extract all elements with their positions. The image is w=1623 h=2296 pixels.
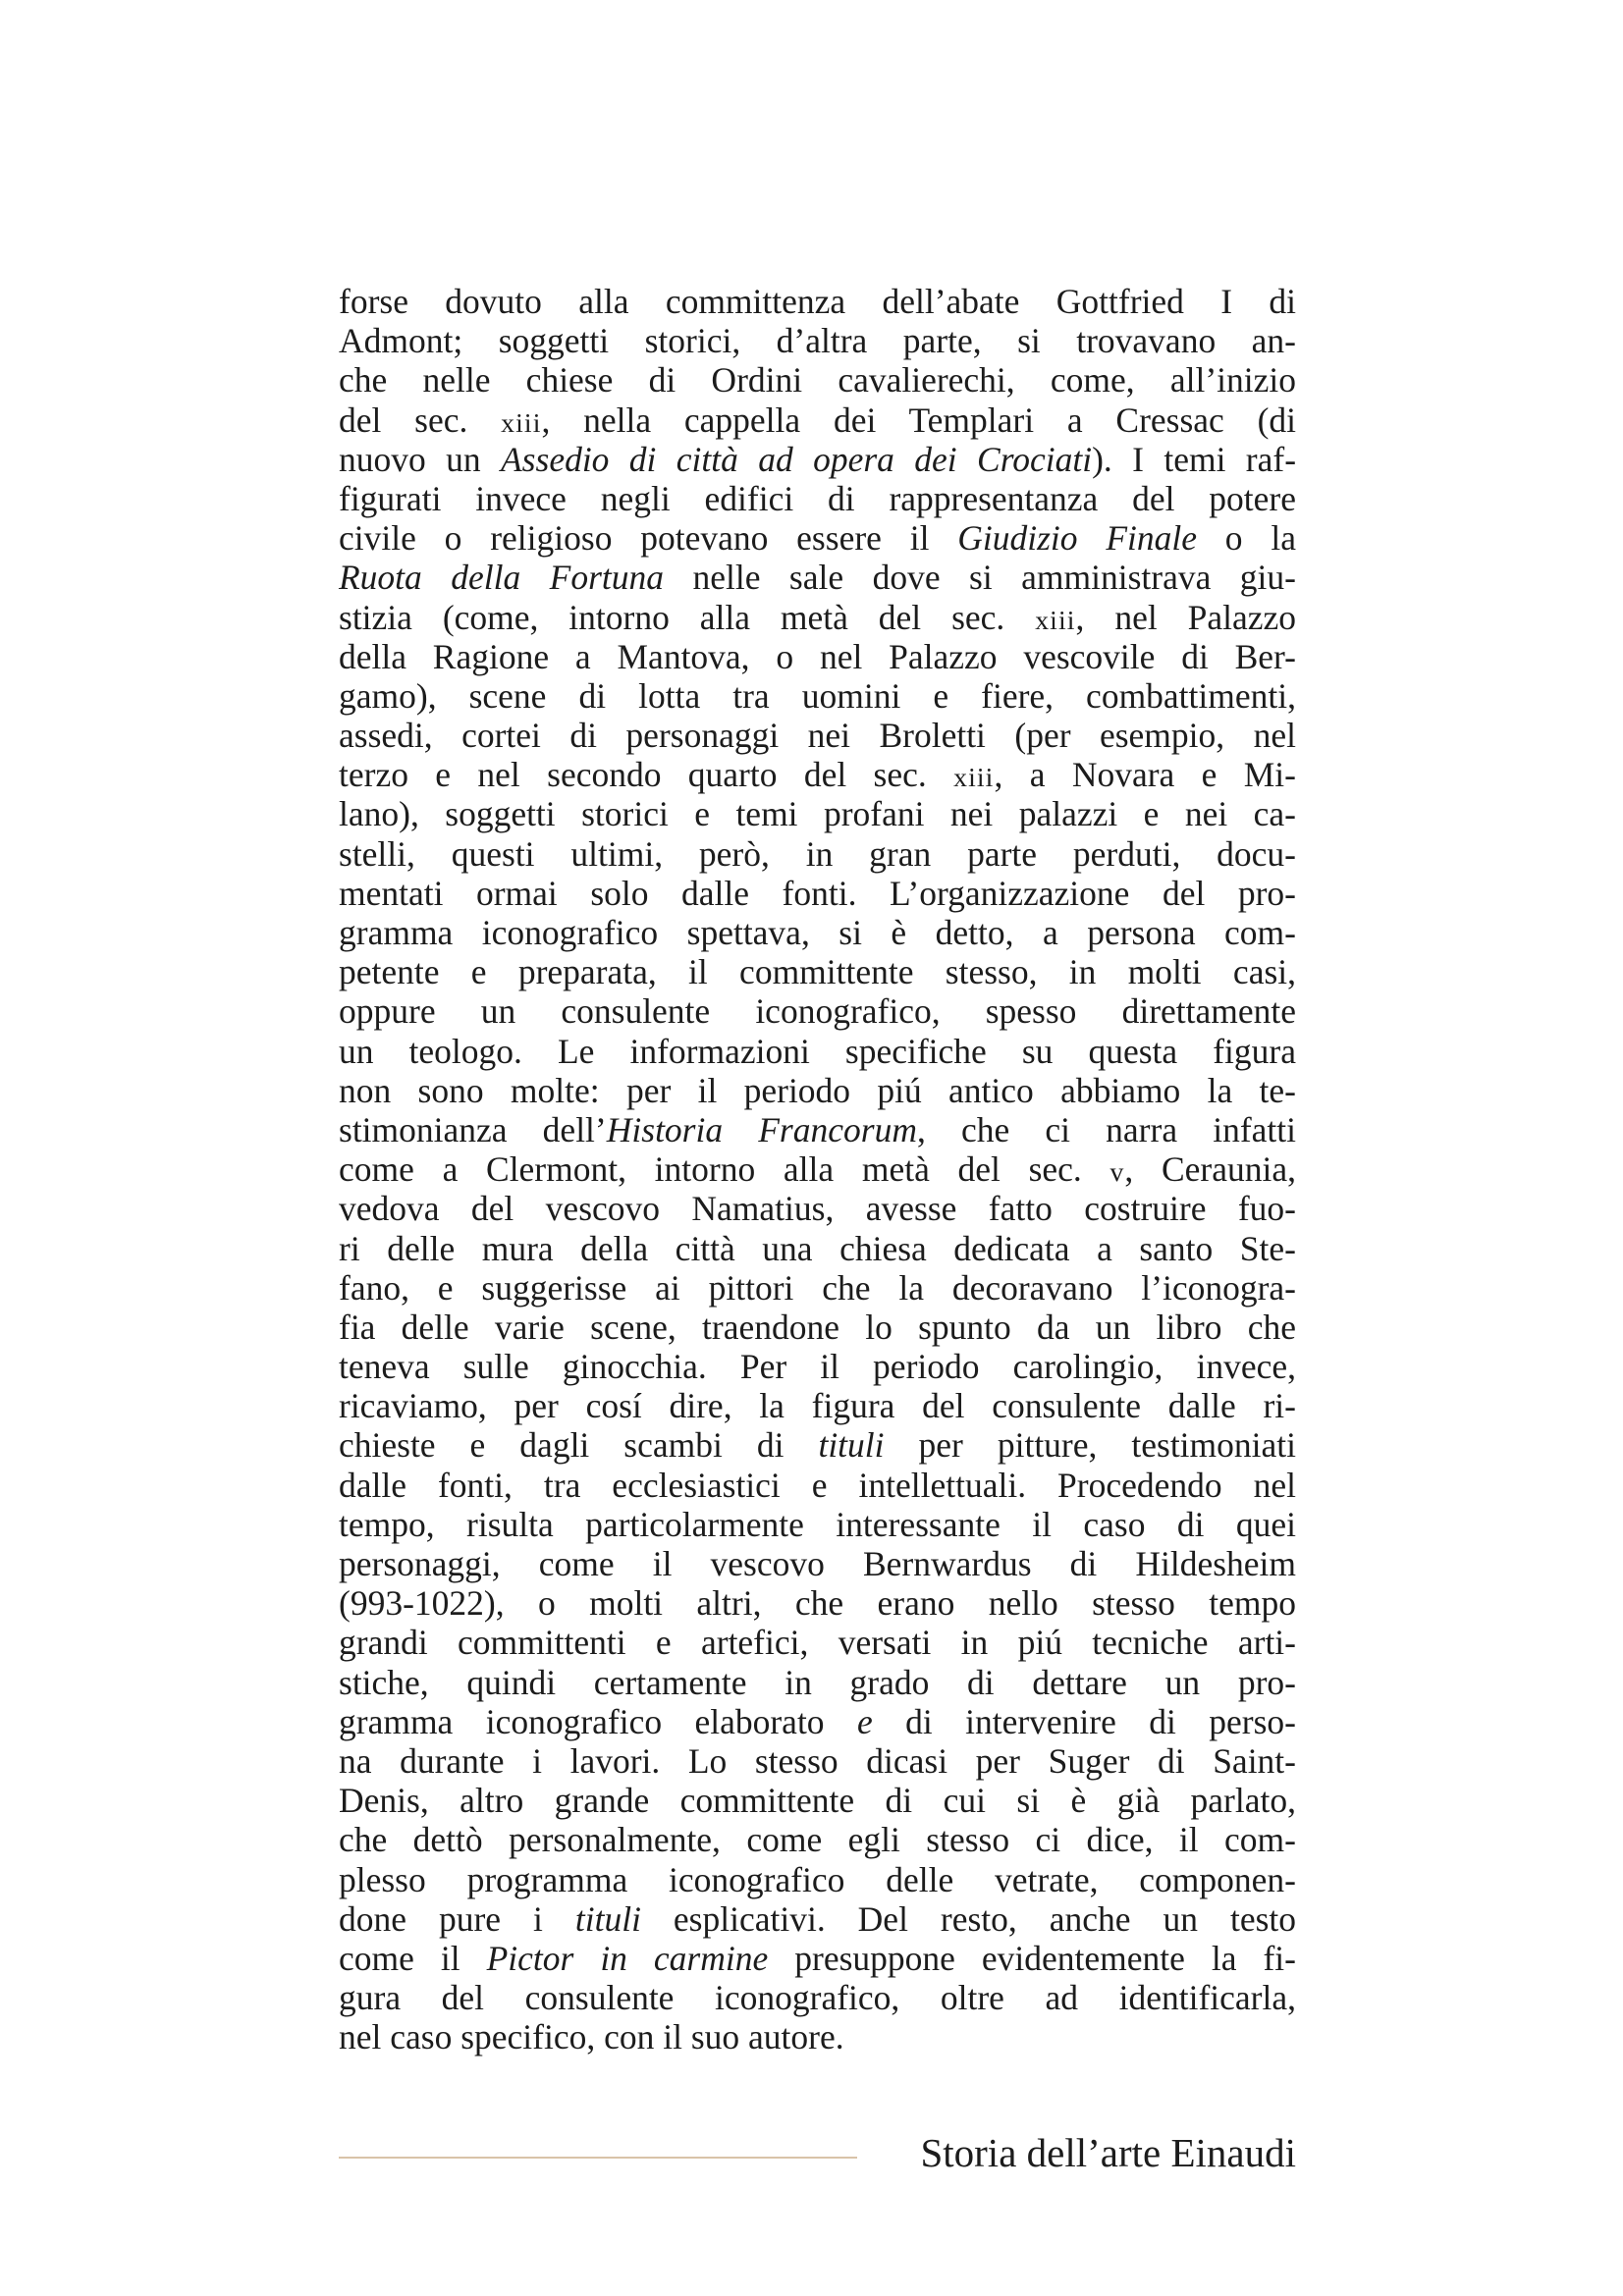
text-segment: fia delle varie scene, traendone lo spunto da un libro che [339,1307,1296,1347]
text-segment: stiche, quindi certamente in grado di dettare un pro- [339,1662,1296,1702]
text-segment: personaggi, come il vescovo Bernwardus di Hildesheim [339,1544,1296,1583]
text-segment: teneva sulle ginocchia. Per il periodo carolingio, invece, [339,1347,1296,1387]
text-segment: un teologo. Le informazioni specifiche su questa figura [339,1031,1296,1071]
roman-numeral: xiii [1035,604,1076,635]
text-segment: mentati ormai solo dalle fonti. L’organizzazione del pro- [339,873,1296,913]
text-line [339,1425,1296,1465]
text-segment: chieste e dagli scambi di [339,1425,819,1466]
footer-rule [339,2157,857,2159]
text-segment: o la [1197,518,1296,559]
text-segment: , che ci narra infatti [916,1109,1296,1149]
text-line [339,400,1296,440]
text-segment: gamo), scene di lotta tra uomini e fiere, combattimenti, [339,675,1296,716]
text-segment: che dettò personalmente, come egli stesso ci dice, il com- [339,1820,1296,1860]
body-text [339,282,1296,2056]
text-line [339,913,1296,952]
text-line [339,1978,1296,2017]
text-line [339,1268,1296,1308]
text-segment: Admont; soggetti storici, d’altra parte, si trovavano an- [339,321,1296,361]
text-line [339,321,1296,360]
text-segment: , a Novara e Mi- [994,755,1296,795]
text-line [339,1939,1296,1978]
italic-title: Historia Francorum [606,1109,917,1149]
italic-title: tituli [818,1425,885,1466]
text-line [339,1229,1296,1268]
text-line [339,755,1296,794]
text-segment: nelle sale dove si amministrava giu- [664,558,1296,598]
text-segment: dalle fonti, tra ecclesiastici e intellettuali. Procedendo nel [339,1465,1296,1505]
text-segment: ri delle mura della città una chiesa dedicata a santo Ste- [339,1228,1296,1268]
text-segment: , nel Palazzo [1075,597,1296,637]
text-segment: di intervenire di perso- [872,1701,1296,1741]
text-segment: plesso programma iconografico delle vetrate, componen- [339,1859,1296,1899]
text-segment: assedi, cortei di personaggi nei Broletti (per esempio, nel [339,716,1296,756]
italic-title: Assedio di città ad opera dei Crociati [501,439,1093,479]
text-line [339,874,1296,913]
italic-title: tituli [574,1898,641,1939]
text-segment: del sec. [339,400,502,440]
text-line [339,716,1296,755]
text-segment: lano), soggetti storici e temi profani nei palazzi e nei ca- [339,794,1296,834]
text-line [339,676,1296,716]
text-segment: della Ragione a Mantova, o nel Palazzo vescovile di Ber- [339,636,1296,676]
text-line [339,440,1296,479]
text-line [339,558,1296,597]
text-line [339,1781,1296,1820]
roman-numeral: xiii [953,762,995,793]
text-segment: gramma iconografico elaborato [339,1701,857,1741]
roman-numeral: xiii [501,406,542,438]
text-line [339,1544,1296,1583]
text-line [339,1032,1296,1071]
text-segment: terzo e nel secondo quarto del sec. [339,755,954,795]
text-line [339,1071,1296,1110]
text-segment: figurati invece negli edifici di rappresentanza del potere [339,478,1296,518]
text-segment: gramma iconografico spettava, si è detto, a persona com- [339,913,1296,952]
running-footer-title: Storia dell’arte Einaudi [920,2130,1296,2175]
text-segment: , Ceraunia, [1124,1149,1296,1190]
italic-title: Ruota della Fortuna [339,558,665,598]
text-line [339,360,1296,400]
text-line [339,282,1296,321]
text-segment: petente e preparata, il committente stesso, in molti casi, [339,952,1296,992]
text-line [339,1466,1296,1505]
text-segment: oppure un consulente iconografico, spesso direttamente [339,991,1296,1032]
text-line [339,1583,1296,1623]
text-line [339,637,1296,676]
text-segment: nuovo un [339,439,501,479]
text-line [339,479,1296,518]
text-line [339,834,1296,874]
text-segment: come a Clermont, intorno alla metà del sec. [339,1149,1110,1190]
text-segment: esplicativi. Del resto, anche un testo [640,1898,1297,1939]
roman-numeral: v [1109,1156,1125,1188]
text-line [339,1308,1296,1347]
text-segment: presuppone evidentemente la fi- [768,1938,1296,1978]
text-line [339,518,1296,558]
italic-title: e [856,1701,873,1741]
italic-title: Giudizio Finale [957,518,1197,559]
text-segment: na durante i lavori. Lo stesso dicasi per Suger di Saint- [339,1740,1296,1781]
text-segment: fano, e suggerisse ai pittori che la decoravano l’iconogra- [339,1267,1296,1308]
text-line [339,1702,1296,1741]
text-segment: stizia (come, intorno alla metà del sec. [339,597,1036,637]
text-segment: ricaviamo, per cosí dire, la figura del consulente dalle ri- [339,1386,1296,1426]
text-line [339,1623,1296,1662]
text-line [339,952,1296,991]
text-line [339,991,1296,1031]
text-line [339,1149,1296,1189]
text-segment: non sono molte: per il periodo piú antico abbiamo la te- [339,1070,1296,1110]
text-line [339,1189,1296,1228]
text-segment: done pure i [339,1898,575,1939]
text-segment: che nelle chiese di Ordini cavalierechi, come, all’inizio [339,360,1296,400]
text-segment: civile o religioso potevano essere il [339,518,958,559]
text-line [339,1110,1296,1149]
text-segment: gura del consulente iconografico, oltre ad identificarla, [339,1978,1296,2018]
text-line [339,1741,1296,1781]
text-segment: stimonianza dell’ [339,1109,607,1149]
text-segment: , nella cappella dei Templari a Cressac (di [541,400,1296,440]
text-segment: tempo, risulta particolarmente interessante il caso di quei [339,1504,1296,1544]
text-line [339,1899,1296,1939]
text-segment: come il [339,1938,487,1978]
text-line [339,1347,1296,1386]
text-segment: per pitture, testimoniati [884,1425,1297,1466]
text-segment: stelli, questi ultimi, però, in gran parte perduti, docu- [339,833,1296,874]
text-line [339,794,1296,833]
text-line [339,2017,1296,2056]
text-segment: ). I temi raf- [1092,439,1297,479]
text-segment: grandi committenti e artefici, versati in piú tecniche arti- [339,1623,1296,1663]
text-line [339,1820,1296,1859]
text-segment: nel caso specifico, con il suo autore. [339,2017,844,2057]
text-line [339,1386,1296,1425]
text-line [339,598,1296,637]
italic-title: Pictor in carmine [486,1938,769,1978]
text-line [339,1860,1296,1899]
text-segment: (993-1022), o molti altri, che erano nello stesso tempo [339,1583,1296,1624]
text-segment: forse dovuto alla committenza dell’abate Gottfried I di [339,282,1296,321]
text-line [339,1505,1296,1544]
text-segment: vedova del vescovo Namatius, avesse fatto costruire fuo- [339,1189,1296,1229]
text-line [339,1663,1296,1702]
text-segment: Denis, altro grande committente di cui si è già parlato, [339,1781,1296,1821]
